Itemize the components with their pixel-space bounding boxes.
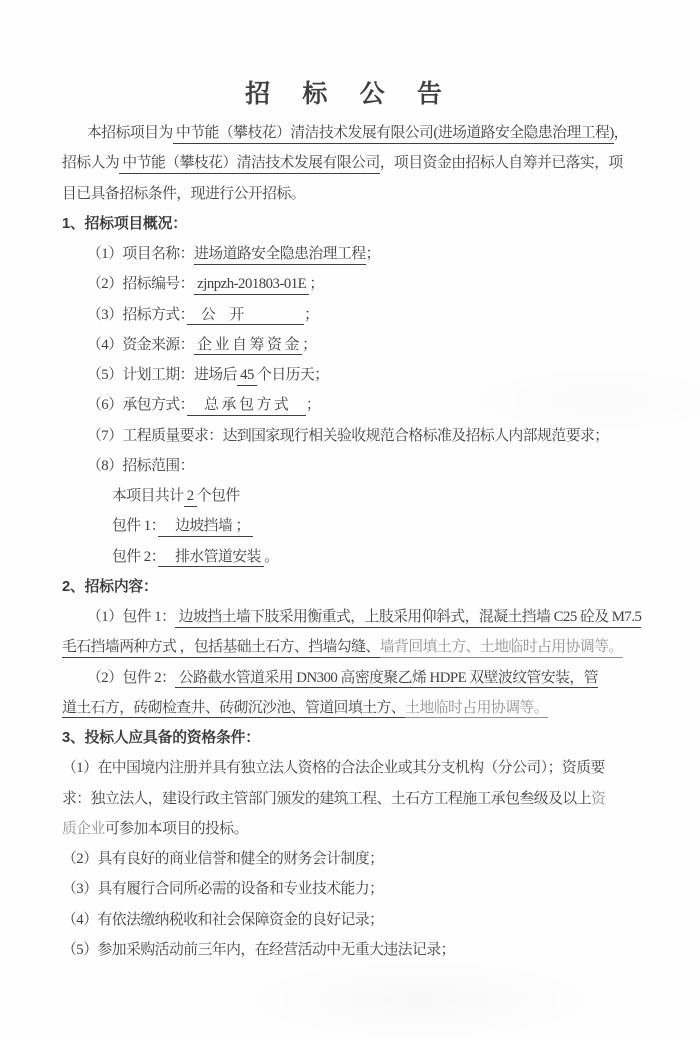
- text-segment: ；: [302, 336, 317, 353]
- underlined-text: 中节能（攀枝花）清洁技术发展有限公司: [119, 155, 380, 174]
- text-line: [62, 451, 648, 481]
- text-segment: 质企业: [62, 820, 105, 837]
- text-line: [62, 753, 648, 783]
- document-title: 招 标 公 告: [245, 81, 455, 108]
- document-body: [62, 118, 648, 965]
- text-segment: 资: [591, 790, 606, 807]
- underlined-text: 道土石方，砖砌检查井、砖砌沉沙池、管道回填土方、: [62, 700, 405, 719]
- underlined-text: 45: [237, 367, 257, 386]
- text-line: [62, 905, 648, 935]
- text-line: [62, 390, 648, 420]
- text-line: [62, 239, 648, 269]
- text-line: [62, 511, 648, 541]
- text-segment: 本招标项目为: [87, 125, 173, 141]
- text-line: [62, 632, 648, 662]
- underlined-text: 2: [184, 488, 197, 507]
- text-segment: （5）计划工期：进场后: [87, 367, 237, 383]
- text-segment: （1）在中国境内注册并具有独立法人资格的合法企业或其分支机构（分公司）；资质要: [62, 760, 605, 777]
- text-segment: ；: [304, 306, 319, 323]
- text-segment: （5）参加采购活动前三年内，在经营活动中无重大违法记录；: [62, 941, 455, 958]
- text-line: [62, 874, 648, 904]
- section-heading-line: [62, 723, 648, 753]
- text-line: [62, 663, 648, 693]
- text-segment: （2）包件 2：: [87, 669, 176, 686]
- underlined-text: 公 开: [187, 307, 305, 326]
- text-line: [62, 844, 648, 874]
- underlined-text: 企 业 自 筹 资 金: [194, 337, 302, 356]
- text-segment: 目已具备招标条件，现进行公开招标。: [62, 185, 306, 202]
- underlined-text: 排水管道安装: [158, 549, 264, 568]
- underlined-text: 土地临时占用协调等。: [405, 700, 548, 719]
- text-line: [62, 542, 648, 572]
- text-segment: 可参加本项目的投标。: [104, 820, 248, 837]
- text-line: [62, 148, 648, 178]
- text-line: [62, 784, 648, 814]
- text-line: [62, 269, 648, 299]
- text-segment: （3）具有履行合同所必需的设备和专业技术能力；: [62, 881, 384, 898]
- section-heading-line: [62, 209, 648, 239]
- text-line: [62, 330, 648, 360]
- text-line: [62, 360, 648, 390]
- section-heading-line: [62, 572, 648, 602]
- underlined-text: 墙背回填土方、土地临时占用协调等。: [380, 639, 623, 658]
- text-segment: ，项目资金由招标人自筹并已落实，项: [379, 155, 623, 172]
- underlined-text: 边坡挡土墙下肢采用衡重式，上肢采用仰斜式，混凝土挡墙 C25 砼及 M7.5: [175, 609, 641, 628]
- text-segment: （4）有依法缴纳税收和社会保障资金的良好记录；: [62, 911, 384, 928]
- text-line: [62, 693, 648, 723]
- text-segment: （1）包件 1：: [87, 609, 176, 625]
- text-segment: （2）具有良好的商业信誉和健全的财务会计制度；: [62, 851, 384, 867]
- text-line: [62, 421, 648, 451]
- text-line: [62, 602, 648, 632]
- underlined-text: zjnpzh-201803-01E: [194, 276, 309, 295]
- text-segment: ；: [365, 246, 380, 262]
- text-line: [62, 118, 648, 148]
- text-segment: 。: [264, 548, 279, 565]
- text-segment: 招标人为: [62, 155, 120, 172]
- text-line: [62, 814, 648, 844]
- text-segment: （1）项目名称：: [87, 246, 194, 262]
- text-line: [62, 935, 648, 965]
- underlined-text: 毛石挡墙两种方式 ，包括基础土石方、挡墙勾缝、: [62, 639, 380, 658]
- text-segment: 包件 2：: [112, 548, 158, 565]
- text-segment: （3）招标方式：: [87, 306, 187, 323]
- text-segment: 个包件: [196, 488, 240, 504]
- text-segment: （8）招标范围：: [87, 457, 194, 474]
- text-segment: ；: [309, 276, 324, 293]
- underlined-text: 中节能（攀枝花）清洁技术发展有限公司(进场道路安全隐患治理工程): [173, 125, 614, 144]
- text-segment: （6）承包方式：: [87, 397, 187, 414]
- text-segment: 3、投标人应具备的资格条件：: [62, 730, 260, 746]
- underlined-text: 进场道路安全隐患治理工程: [194, 246, 366, 265]
- text-segment: 2、招标内容：: [62, 578, 158, 595]
- text-line: [62, 300, 648, 330]
- text-segment: 求：独立法人，建设行政主管部门颁发的建筑工程、土石方工程施工承包叁级及以上: [62, 790, 591, 807]
- text-line: [62, 481, 648, 511]
- text-segment: （2）招标编号：: [87, 276, 194, 293]
- text-segment: ；: [305, 397, 321, 414]
- text-segment: ，: [613, 125, 629, 141]
- text-segment: （7）工程质量要求：达到国家现行相关验收规范合格标准及招标人内部规范要求；: [87, 427, 609, 444]
- underlined-text: 公路截水管道采用 DN300 高密度聚乙烯 HDPE 双壁波纹管安装，管: [175, 670, 598, 689]
- text-line: [62, 179, 648, 209]
- text-segment: 包件 1：: [112, 518, 158, 535]
- underlined-text: 边坡挡墙 ；: [158, 518, 253, 537]
- text-segment: 本项目共计: [112, 488, 184, 504]
- text-segment: 个日历天；: [257, 367, 329, 383]
- text-segment: 1、招标项目概况：: [62, 215, 187, 232]
- text-segment: （4）资金来源：: [87, 336, 194, 353]
- underlined-text: 总 承 包 方 式: [187, 397, 306, 416]
